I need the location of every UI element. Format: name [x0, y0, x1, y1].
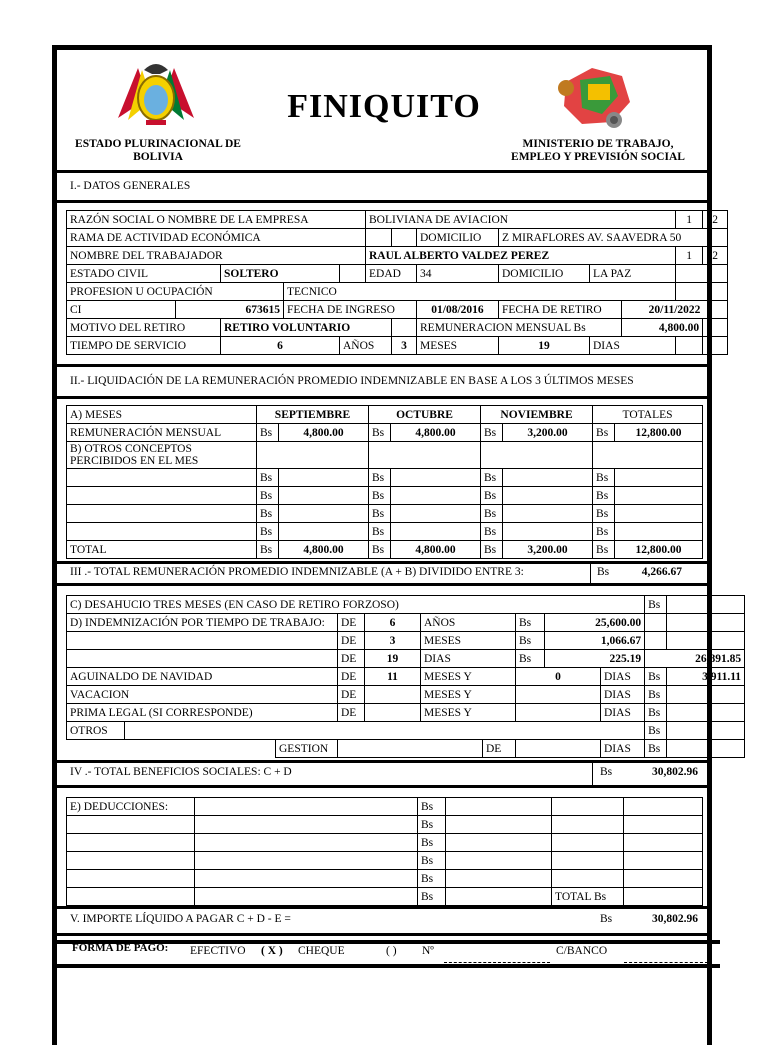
label-domicilio: DOMICILIO [417, 229, 499, 247]
cheque-label: CHEQUE [298, 945, 345, 957]
currency: Bs [257, 541, 279, 559]
currency: Bs [418, 816, 446, 834]
label-tiempo: TIEMPO DE SERVICIO [67, 337, 221, 355]
section4-total-currency: Bs [600, 766, 613, 778]
label-de: DE [338, 668, 365, 686]
efectivo-label: EFECTIVO [190, 945, 246, 957]
currency: Bs [369, 523, 391, 541]
rem-month-2: 4,800.00 [391, 424, 481, 442]
page-title: FINIQUITO [287, 88, 481, 125]
separator [57, 785, 712, 788]
currency: Bs [593, 424, 615, 442]
section6-value: 30,802.96 [652, 913, 698, 925]
currency: Bs [645, 668, 667, 686]
label-dias: DIAS [590, 337, 676, 355]
value-motivo: RETIRO VOLUNTARIO [221, 319, 392, 337]
separator [57, 364, 712, 367]
currency: Bs [481, 505, 503, 523]
label-remuneracion: REMUNERACION MENSUAL Bs [417, 319, 622, 337]
section3-value: 4,266.67 [641, 566, 682, 578]
label-otros-conceptos: B) OTROS CONCEPTOS PERCIBIDOS EN EL MES [67, 442, 257, 469]
table-row [67, 505, 703, 523]
currency: Bs [645, 596, 667, 614]
label-meses-a: A) MESES [67, 406, 257, 424]
table-row [67, 487, 703, 505]
divider [592, 763, 593, 785]
currency: Bs [369, 469, 391, 487]
label-dias: DIAS [601, 704, 645, 722]
empty-cell [676, 337, 703, 355]
totales-header: TOTALES [593, 406, 703, 424]
ind-anos-monto: 25,600.00 [545, 614, 645, 632]
label-meses: MESES [421, 632, 516, 650]
rem-month-1: 4,800.00 [279, 424, 369, 442]
value-empresa-1: 1 [676, 211, 703, 229]
table-row [67, 852, 703, 870]
label-meses: MESES [417, 337, 499, 355]
label-total: TOTAL [67, 541, 257, 559]
empty-cell [257, 442, 369, 469]
currency: Bs [257, 469, 279, 487]
value-trabajador-1: 1 [676, 247, 703, 265]
separator [57, 906, 712, 909]
separator [57, 933, 712, 936]
empty-cell [593, 442, 703, 469]
section3-currency: Bs [597, 566, 610, 578]
currency: Bs [481, 523, 503, 541]
value-domicilio-empresa: Z MIRAFLORES AV. SAAVEDRA 50 [499, 229, 728, 247]
empty-cell [392, 319, 417, 337]
label-de: DE [338, 614, 365, 632]
empty-cell [703, 319, 728, 337]
separator [57, 396, 712, 399]
currency: Bs [516, 650, 545, 668]
currency: Bs [593, 469, 615, 487]
total-total: 12,800.00 [615, 541, 703, 559]
currency: Bs [481, 469, 503, 487]
currency: Bs [593, 487, 615, 505]
forma-pago-label: FORMA DE PAGO: [72, 942, 169, 954]
value-estado-civil: SOLTERO [221, 265, 340, 283]
label-dias: DIAS [601, 740, 645, 758]
label-domicilio2: DOMICILIO [499, 265, 590, 283]
currency: Bs [645, 686, 667, 704]
label-de: DE [338, 650, 365, 668]
currency: Bs [593, 523, 615, 541]
label-dias: DIAS [601, 668, 645, 686]
label-gestion: GESTION [276, 740, 338, 758]
section3-heading: III .- TOTAL REMUNERACIÓN PROMEDIO INDEMNIZABLE (A + B) DIVIDIDO ENTRE 3: [70, 566, 524, 578]
value-profesion: TECNICO [284, 283, 676, 301]
value-remuneracion: 4,800.00 [622, 319, 703, 337]
label-aguinaldo: AGUINALDO DE NAVIDAD [67, 668, 338, 686]
label-de: DE [338, 704, 365, 722]
label-razon-social: RAZÓN SOCIAL O NOMBRE DE LA EMPRESA [67, 211, 366, 229]
label-meses-y: MESES Y [421, 704, 516, 722]
currency: Bs [481, 487, 503, 505]
rem-total: 12,800.00 [615, 424, 703, 442]
value-trabajador: RAUL ALBERTO VALDEZ PEREZ [366, 247, 676, 265]
value-ci: 673615 [176, 301, 284, 319]
label-desahucio: C) DESAHUCIO TRES MESES (EN CASO DE RETIRO FORZOSO) [67, 596, 645, 614]
label-edad: EDAD [366, 265, 417, 283]
label-nombre: NOMBRE DEL TRABAJADOR [67, 247, 366, 265]
table-row [67, 469, 703, 487]
label-fecha-ingreso: FECHA DE INGRESO [284, 301, 417, 319]
separator [57, 561, 712, 564]
section4-total-value: 30,802.96 [652, 766, 698, 778]
ind-dias-monto: 225.19 [545, 650, 645, 668]
currency: Bs [645, 704, 667, 722]
value-domicilio-trabajador: LA PAZ [590, 265, 676, 283]
ind-meses-monto: 1,066.67 [545, 632, 645, 650]
label-fecha-retiro: FECHA DE RETIRO [499, 301, 622, 319]
value-empresa: BOLIVIANA DE AVIACION [366, 211, 676, 229]
cheque-mark[interactable]: ( ) [386, 945, 397, 957]
currency: Bs [257, 487, 279, 505]
label-total-bs: TOTAL Bs [552, 888, 624, 906]
empty-cell [703, 337, 728, 355]
empty-cell [676, 265, 728, 283]
label-motivo: MOTIVO DEL RETIRO [67, 319, 221, 337]
label-ci: CI [67, 301, 176, 319]
empty-cell [369, 442, 481, 469]
label-profesion: PROFESION U OCUPACIÓN [67, 283, 284, 301]
label-rama: RAMA DE ACTIVIDAD ECONÓMICA [67, 229, 366, 247]
label-indemnizacion: D) INDEMNIZACIÓN POR TIEMPO DE TRABAJO: [67, 614, 338, 632]
section6-heading: V. IMPORTE LÍQUIDO A PAGAR C + D - E = [70, 913, 291, 925]
currency: Bs [645, 722, 667, 740]
label-meses-y: MESES Y [421, 668, 516, 686]
month-2: OCTUBRE [369, 406, 481, 424]
label-otros: OTROS [67, 722, 125, 740]
value-dias: 19 [499, 337, 590, 355]
liquidacion-table [66, 405, 703, 559]
divider [590, 563, 591, 583]
currency: Bs [369, 541, 391, 559]
section1-heading: I.- DATOS GENERALES [70, 180, 191, 192]
label-de: DE [338, 632, 365, 650]
beneficios-table [66, 595, 745, 758]
currency: Bs [257, 523, 279, 541]
dotted-line [444, 962, 550, 963]
ind-meses: 3 [365, 632, 421, 650]
month-3: NOVIEMBRE [481, 406, 593, 424]
total-month-3: 3,200.00 [503, 541, 593, 559]
empty-cell [392, 229, 417, 247]
currency: Bs [593, 541, 615, 559]
value-fecha-ingreso: 01/08/2016 [417, 301, 499, 319]
ind-dias: 19 [365, 650, 421, 668]
currency: Bs [418, 852, 446, 870]
dotted-line [624, 962, 708, 963]
separator [57, 170, 712, 173]
table-row [67, 523, 703, 541]
currency: Bs [369, 487, 391, 505]
aguinaldo-dias: 0 [516, 668, 601, 686]
table-row [67, 816, 703, 834]
rem-month-3: 3,200.00 [503, 424, 593, 442]
ind-anos: 6 [365, 614, 421, 632]
section4-total-heading: IV .- TOTAL BENEFICIOS SOCIALES: C + D [70, 766, 292, 778]
table-row [67, 834, 703, 852]
aguinaldo-meses: 11 [365, 668, 421, 686]
empty-cell [676, 283, 728, 301]
value-edad: 34 [417, 265, 499, 283]
currency: Bs [516, 614, 545, 632]
numero-label: Nº [422, 945, 434, 957]
left-institution: ESTADO PLURINACIONAL DE BOLIVIA [75, 138, 241, 163]
right-institution: MINISTERIO DE TRABAJO, EMPLEO Y PREVISIÓN SOCIAL [511, 138, 685, 163]
label-meses-y: MESES Y [421, 686, 516, 704]
value-anos: 6 [221, 337, 340, 355]
currency: Bs [257, 424, 279, 442]
separator [57, 583, 712, 586]
table-row [67, 870, 703, 888]
currency: Bs [593, 505, 615, 523]
label-estado-civil: ESTADO CIVIL [67, 265, 221, 283]
total-month-2: 4,800.00 [391, 541, 481, 559]
month-1: SEPTIEMBRE [257, 406, 369, 424]
currency: Bs [369, 424, 391, 442]
separator [52, 964, 720, 968]
label-anos: AÑOS [340, 337, 392, 355]
currency: Bs [418, 834, 446, 852]
efectivo-mark[interactable]: ( X ) [261, 945, 283, 957]
currency: Bs [481, 424, 503, 442]
value-meses: 3 [392, 337, 417, 355]
label-remuneracion-mensual: REMUNERACIÓN MENSUAL [67, 424, 257, 442]
total-month-1: 4,800.00 [279, 541, 369, 559]
empty-cell [481, 442, 593, 469]
currency: Bs [516, 632, 545, 650]
separator [57, 200, 712, 203]
deducciones-table [66, 797, 703, 906]
label-deducciones: E) DEDUCCIONES: [67, 798, 195, 816]
label-de: DE [483, 740, 516, 758]
ind-total: 26,891.85 [645, 650, 745, 668]
banco-label: C/BANCO [556, 945, 608, 957]
label-anos: AÑOS [421, 614, 516, 632]
separator [57, 760, 712, 763]
currency: Bs [418, 888, 446, 906]
datos-generales-table [66, 210, 728, 355]
currency: Bs [257, 505, 279, 523]
value-trabajador-2: 2 [703, 247, 728, 265]
empty-cell [366, 229, 392, 247]
label-dias: DIAS [601, 686, 645, 704]
empty-cell [340, 265, 366, 283]
currency: Bs [418, 798, 446, 816]
currency: Bs [481, 541, 503, 559]
currency: Bs [645, 740, 667, 758]
label-prima: PRIMA LEGAL (SI CORRESPONDE) [67, 704, 338, 722]
label-vacacion: VACACION [67, 686, 338, 704]
currency: Bs [369, 505, 391, 523]
label-de: DE [338, 686, 365, 704]
aguinaldo-total: 3,911.11 [667, 668, 745, 686]
value-empresa-2: 2 [703, 211, 728, 229]
section6-currency: Bs [600, 913, 613, 925]
label-dias: DIAS [421, 650, 516, 668]
value-fecha-retiro: 20/11/2022 [622, 301, 728, 319]
section2-heading: II.- LIQUIDACIÓN DE LA REMUNERACIÓN PROMEDIO INDEMNIZABLE EN BASE A LOS 3 ÚLTIMOS MESES [70, 375, 634, 387]
currency: Bs [418, 870, 446, 888]
